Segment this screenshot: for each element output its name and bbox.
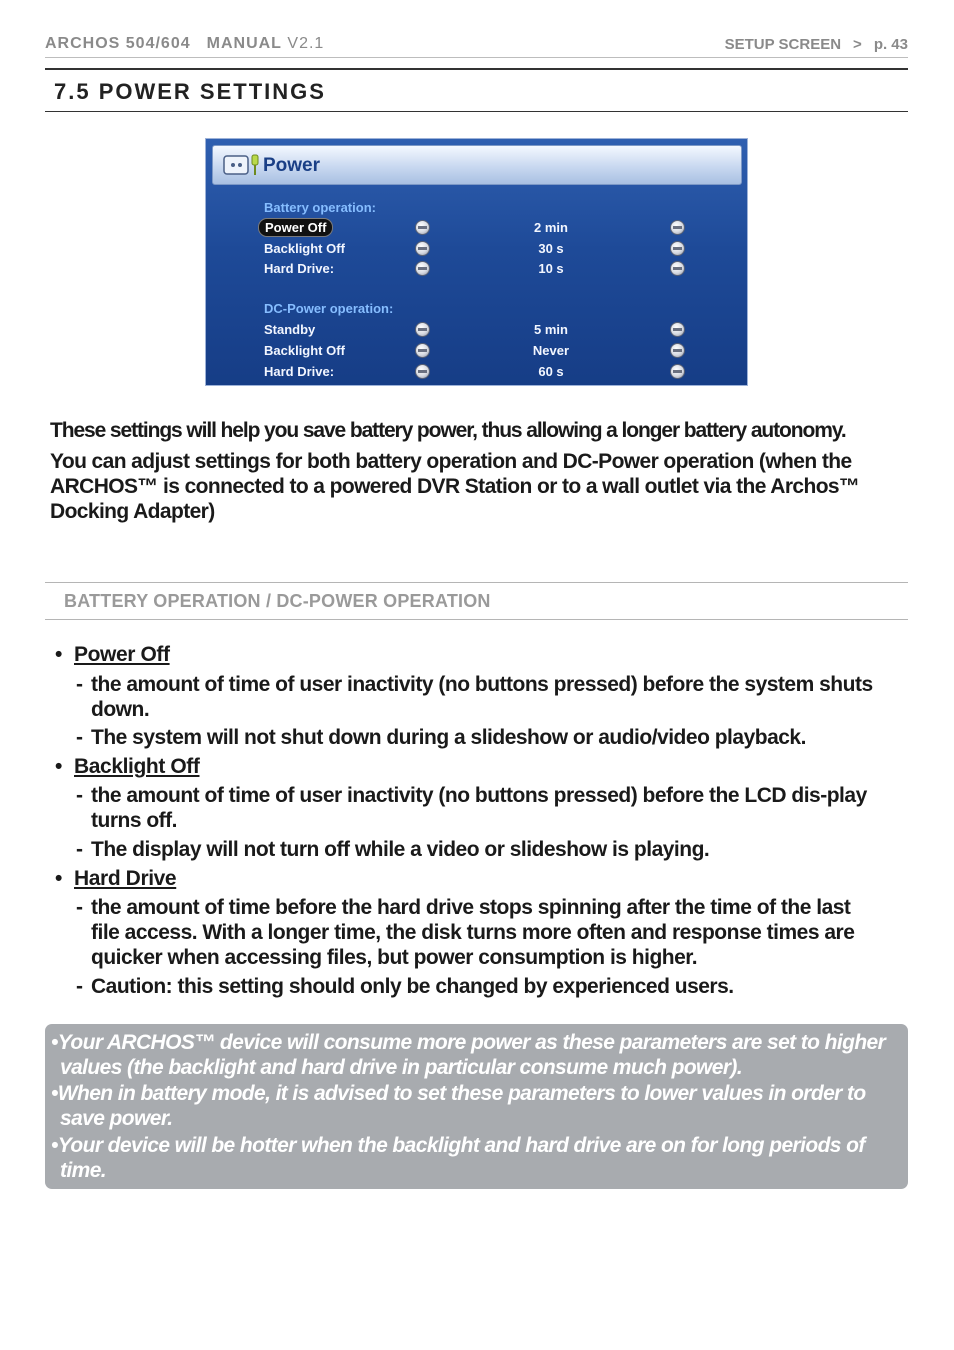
- dash-icon: -: [76, 726, 83, 749]
- battery-operation-label: Battery operation:: [264, 200, 376, 215]
- setting-row-dc-hard-drive[interactable]: [206, 362, 748, 382]
- decrease-arrow-icon[interactable]: [415, 241, 430, 256]
- dash-icon: -: [76, 673, 83, 696]
- increase-arrow-icon[interactable]: [670, 343, 685, 358]
- decrease-arrow-icon[interactable]: [415, 364, 430, 379]
- tip-text: •Your ARCHOS™ device will consume more power as these parameters are set to higher values (the backlight and hard drive in particular consume much power).: [51, 1031, 886, 1079]
- backlight-off-link[interactable]: Backlight Off: [74, 755, 200, 778]
- dash-icon: -: [76, 896, 83, 919]
- setting-label: Power Off: [258, 218, 333, 237]
- tip-1: [51, 1030, 901, 1080]
- screen-title: Power: [263, 155, 321, 176]
- increase-arrow-icon[interactable]: [670, 261, 685, 276]
- manual-brand: [45, 35, 324, 53]
- decrease-arrow-icon[interactable]: [415, 343, 430, 358]
- bullet-icon: •: [55, 867, 62, 890]
- bullet-power-off: [55, 643, 170, 667]
- setting-value: Never: [532, 343, 570, 358]
- intro-paragraph-1: These settings will help you save battery power, thus allowing a longer battery autonomy.: [50, 419, 846, 442]
- detail-text: the amount of time of user inactivity (no buttons pressed) before the system shuts down.: [91, 673, 873, 721]
- hard-drive-detail-2: [76, 974, 876, 999]
- setting-label: Hard Drive:: [264, 261, 335, 276]
- decrease-arrow-icon[interactable]: [415, 322, 430, 337]
- power-plug-icon: [223, 153, 263, 177]
- detail-text: Caution: this setting should only be changed by experienced users.: [91, 975, 734, 998]
- dash-icon: -: [76, 838, 83, 861]
- manual-version: V2.1: [287, 35, 325, 52]
- setting-value: 5 min: [534, 322, 568, 337]
- hard-drive-detail-1: [76, 895, 876, 970]
- detail-text: the amount of time before the hard drive stops spinning after the time of the last file access. With a longer time, the disk turns more often and response times are quicker when accessing files, but power consumption is higher.: [91, 896, 855, 969]
- manual-label: MANUAL: [206, 35, 282, 52]
- increase-arrow-icon[interactable]: [670, 364, 685, 379]
- backlight-off-detail-1: [76, 783, 876, 833]
- setting-value: 10 s: [538, 261, 564, 276]
- page-location: [725, 36, 908, 53]
- page-title: 7.5 POWER SETTINGS: [54, 79, 326, 104]
- dash-icon: -: [76, 784, 83, 807]
- setting-label: Backlight Off: [264, 241, 345, 256]
- setting-value: 30 s: [538, 241, 564, 256]
- tip-2: [51, 1081, 901, 1131]
- setting-row-standby[interactable]: [206, 320, 748, 340]
- setting-row-hard-drive[interactable]: [206, 259, 748, 279]
- setting-label: Hard Drive:: [264, 364, 335, 379]
- power-off-link[interactable]: Power Off: [74, 643, 170, 666]
- detail-text: The system will not shut down during a slideshow or audio/video playback.: [91, 726, 806, 749]
- screen-title-bar: [212, 145, 742, 185]
- detail-text: the amount of time of user inactivity (no buttons pressed) before the LCD dis-play turns off.: [91, 784, 867, 832]
- intro-paragraph-2: You can adjust settings for both battery operation and DC-Power operation (when the ARCHOS™ is connected to a powered DVR Station or to a wall outlet via the Archos™ Docking Adapter): [50, 450, 860, 523]
- decrease-arrow-icon[interactable]: [415, 261, 430, 276]
- setting-row-dc-backlight-off[interactable]: [206, 341, 748, 361]
- increase-arrow-icon[interactable]: [670, 322, 685, 337]
- setting-value: 2 min: [534, 220, 568, 235]
- section-title-bar: [45, 68, 908, 112]
- section-name: SETUP SCREEN: [724, 36, 842, 53]
- bullet-backlight-off: [55, 755, 199, 779]
- tip-text: •When in battery mode, it is advised to set these parameters to lower values in order to save power.: [51, 1082, 866, 1130]
- dc-power-operation-label: DC-Power operation:: [264, 301, 394, 316]
- bullet-icon: •: [55, 755, 62, 778]
- bullet-hard-drive: [55, 867, 176, 891]
- hard-drive-link[interactable]: Hard Drive: [74, 867, 177, 890]
- breadcrumb-separator: >: [853, 36, 862, 53]
- bullet-icon: •: [55, 643, 62, 666]
- setting-label: Backlight Off: [264, 343, 345, 358]
- setting-label: Standby: [264, 322, 316, 337]
- setting-row-power-off[interactable]: [206, 218, 748, 238]
- power-off-detail-1: [76, 672, 876, 722]
- tip-box: [45, 1024, 908, 1189]
- tip-text: •Your device will be hotter when the backlight and hard drive are on for long periods of time.: [51, 1134, 865, 1182]
- increase-arrow-icon[interactable]: [670, 241, 685, 256]
- setting-row-backlight-off[interactable]: [206, 239, 748, 259]
- subsection-heading-bar: [45, 582, 908, 620]
- page-header: [45, 33, 908, 58]
- increase-arrow-icon[interactable]: [670, 220, 685, 235]
- backlight-off-detail-2: [76, 837, 876, 862]
- power-screen-screenshot: [205, 138, 748, 386]
- tip-3: [51, 1133, 901, 1183]
- brand-name: ARCHOS 504/604: [45, 35, 191, 52]
- dash-icon: -: [76, 975, 83, 998]
- subsection-heading: BATTERY OPERATION / DC-POWER OPERATION: [64, 591, 491, 611]
- detail-text: The display will not turn off while a video or slideshow is playing.: [91, 838, 710, 861]
- decrease-arrow-icon[interactable]: [415, 220, 430, 235]
- setting-value: 60 s: [538, 364, 564, 379]
- power-off-detail-2: [76, 725, 876, 750]
- page-number: p. 43: [873, 36, 908, 53]
